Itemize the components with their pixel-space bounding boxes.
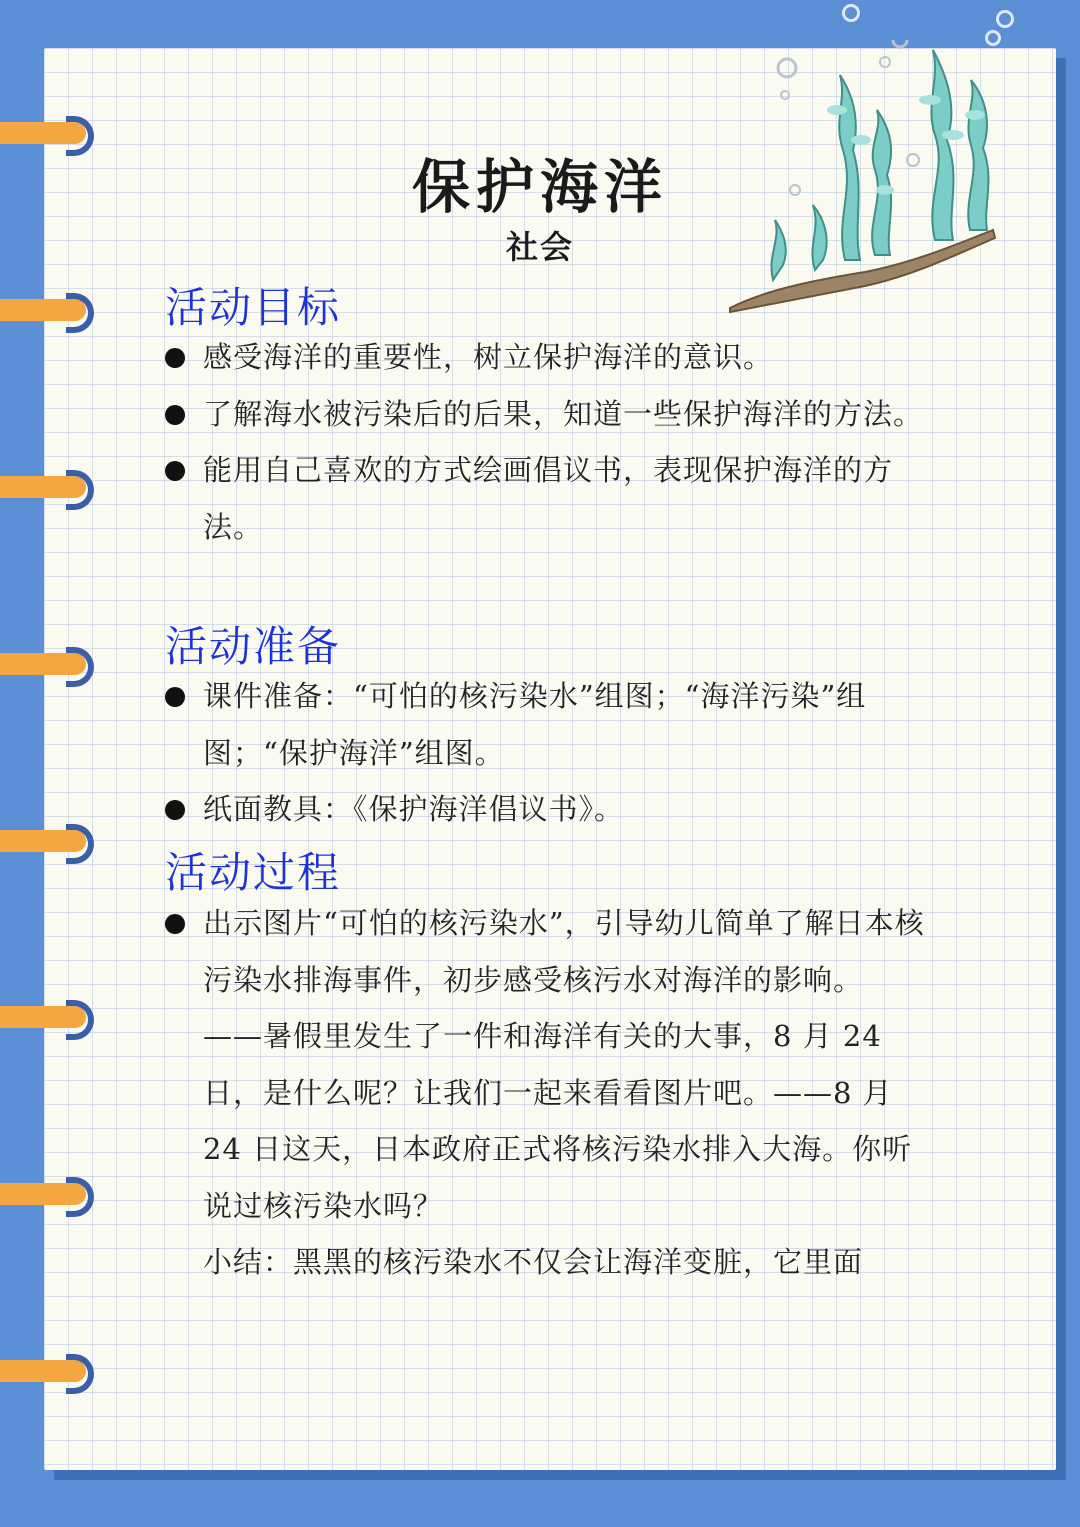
- list-item: 了解海水被污染后的后果，知道一些保护海洋的方法。: [165, 386, 925, 443]
- binder-ring-icon: [0, 1000, 100, 1034]
- bullet-icon: [165, 687, 185, 707]
- process-step-text: 出示图片“可怕的核污染水”，引导幼儿简单了解日本核污染水排海事件，初步感受核污水对海洋的影响。: [203, 906, 925, 997]
- preparation-list: [165, 668, 925, 838]
- section-heading-process: 活动过程: [165, 848, 342, 897]
- process-step-summary: 小结：黑黑的核污染水不仅会让海洋变脏，它里面: [203, 1245, 864, 1279]
- binder-ring-icon: [0, 824, 100, 858]
- bullet-icon: [165, 800, 185, 820]
- list-item: [165, 895, 925, 1291]
- page-title: 保护海洋: [411, 153, 668, 221]
- bullet-icon: [165, 348, 185, 368]
- bullet-icon: [165, 461, 185, 481]
- page-subtitle: 社会: [505, 228, 574, 266]
- process-step-dialogue: ——暑假里发生了一件和海洋有关的大事，8 月 24 日，是什么呢？让我们一起来看看图片吧。——8 月 24 日这天，日本政府正式将核污染水排入大海。你听说过核污染水吗？: [203, 1019, 913, 1223]
- section-heading-goals: 活动目标: [165, 283, 342, 332]
- binder-ring-icon: [0, 1177, 100, 1211]
- list-item: 感受海洋的重要性，树立保护海洋的意识。: [165, 329, 925, 386]
- list-item: 课件准备：“可怕的核污染水”组图；“海洋污染”组图；“保护海洋”组图。: [165, 668, 925, 781]
- bubble-icon: [842, 4, 860, 22]
- binder-ring-icon: [0, 293, 100, 327]
- binder-ring-icon: [0, 470, 100, 504]
- bullet-icon: [165, 405, 185, 425]
- list-item: 能用自己喜欢的方式绘画倡议书，表现保护海洋的方法。: [165, 442, 925, 555]
- goals-list: [165, 329, 925, 555]
- list-item: 纸面教具：《保护海洋倡议书》。: [165, 781, 925, 838]
- process-list: [165, 895, 925, 1291]
- bullet-icon: [165, 914, 185, 934]
- section-heading-preparation: 活动准备: [165, 622, 342, 671]
- binder-ring-icon: [0, 647, 100, 681]
- bubble-icon: [996, 10, 1014, 28]
- binder-ring-icon: [0, 1354, 100, 1388]
